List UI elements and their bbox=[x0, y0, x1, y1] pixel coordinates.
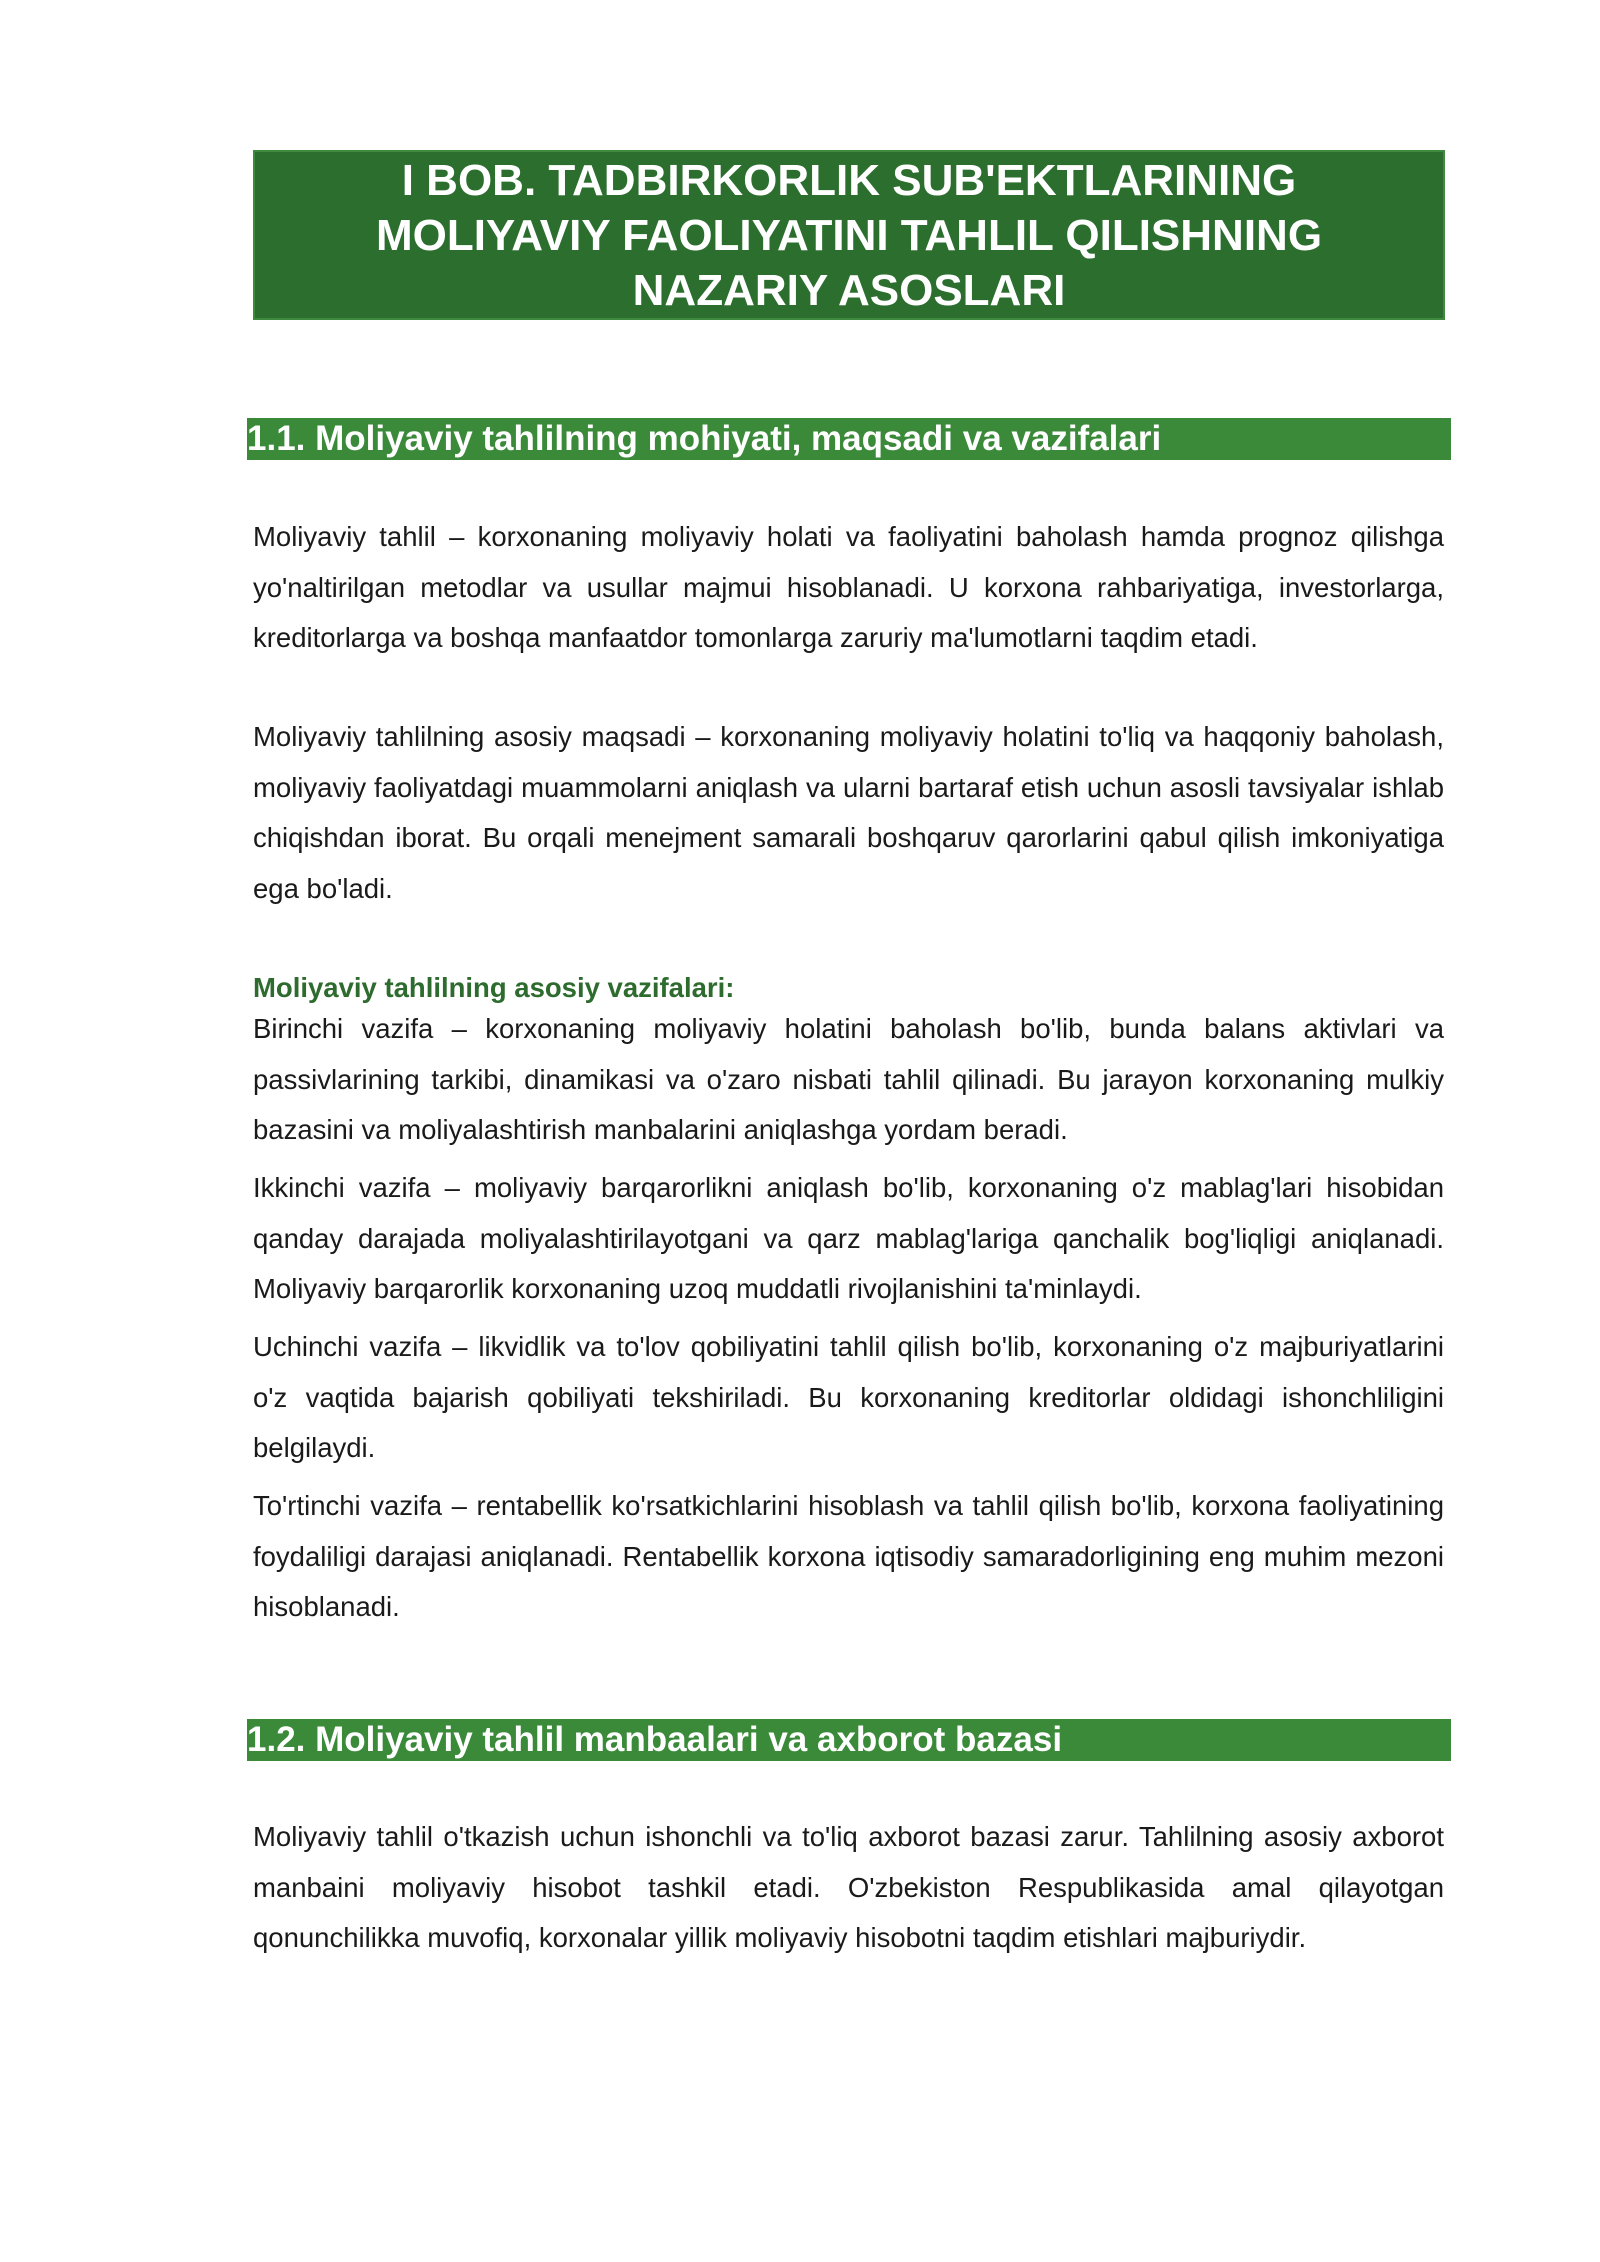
task-paragraph: Ikkinchi vazifa – moliyaviy barqarorlikni aniqlash bo'lib, korxonaning o'z mablag'lari hisobidan qanday darajada moliyalashtirilayotgani va qarz mablag'lariga qanchalik bog'liqligi aniqlanadi. Moliyaviy barqarorlik korxonaning uzoq muddatli rivojlanishini ta'minlaydi. bbox=[253, 1172, 1444, 1304]
tasks-heading: Moliyaviy tahlilning asosiy vazifalari: bbox=[253, 972, 735, 1003]
paragraph: Moliyaviy tahlilning asosiy maqsadi – korxonaning moliyaviy holatini to'liq va haqqoniy baholash, moliyaviy faoliyatdagi muammolarni aniqlash va ularni bartaraf etish uchun asosli tavsiyalar ishlab chiqishdan iborat. Bu orqali menejment samarali boshqaruv qarorlarini qabul qilish imkoniyatiga ega bo'ladi. bbox=[253, 721, 1444, 904]
chapter-banner bbox=[253, 150, 1445, 320]
task-paragraph: Birinchi vazifa – korxonaning moliyaviy holatini baholash bo'lib, bunda balans aktivlari va passivlarining tarkibi, dinamikasi va o'zaro nisbati tahlil qilinadi. Bu jarayon korxonaning mulkiy bazasini va moliyalashtirish manbalarini aniqlashga yordam beradi. bbox=[253, 1013, 1444, 1145]
task-paragraph: To'rtinchi vazifa – rentabellik ko'rsatkichlarini hisoblash va tahlil qilish bo'lib, korxona faoliyatining foydaliligi darajasi aniqlanadi. Rentabellik korxona iqtisodiy samaradorligining eng muhim mezoni hisoblanadi. bbox=[253, 1490, 1444, 1622]
section-title: 1.2. Moliyaviy tahlil manbaalari va axborot bazasi bbox=[247, 1720, 1063, 1759]
task-paragraph: Uchinchi vazifa – likvidlik va to'lov qobiliyatini tahlil qilish bo'lib, korxonaning o'z majburiyatlarini o'z vaqtida bajarish qobiliyati tekshiriladi. Bu korxonaning kreditorlar oldidagi ishonchliligini belgilaydi. bbox=[253, 1331, 1444, 1463]
section-title: 1.1. Moliyaviy tahlilning mohiyati, maqsadi va vazifalari bbox=[247, 419, 1162, 458]
paragraph: Moliyaviy tahlil o'tkazish uchun ishonchli va to'liq axborot bazasi zarur. Tahlilning asosiy axborot manbaini moliyaviy hisobot tashkil etadi. O'zbekiston Respublikasida amal qilayotgan qonunchilikka muvofiq, korxonalar yillik moliyaviy hisobotni taqdim etishlari majburiydir. bbox=[253, 1821, 1444, 1953]
section-heading-1-2 bbox=[247, 1719, 1451, 1761]
paragraph: Moliyaviy tahlil – korxonaning moliyaviy holati va faoliyatini baholash hamda prognoz qilishga yo'naltirilgan metodlar va usullar majmui hisoblanadi. U korxona rahbariyatiga, investorlarga, kreditorlarga va boshqa manfaatdor tomonlarga zaruriy ma'lumotlarni taqdim etadi. bbox=[253, 521, 1444, 653]
section-heading-1-1 bbox=[247, 418, 1451, 460]
chapter-title: I BOB. TADBIRKORLIK SUB'EKTLARINING MOLIYAVIY FAOLIYATINI TAHLIL QILISHNING NAZARIY ASOSLARI bbox=[375, 155, 1323, 315]
